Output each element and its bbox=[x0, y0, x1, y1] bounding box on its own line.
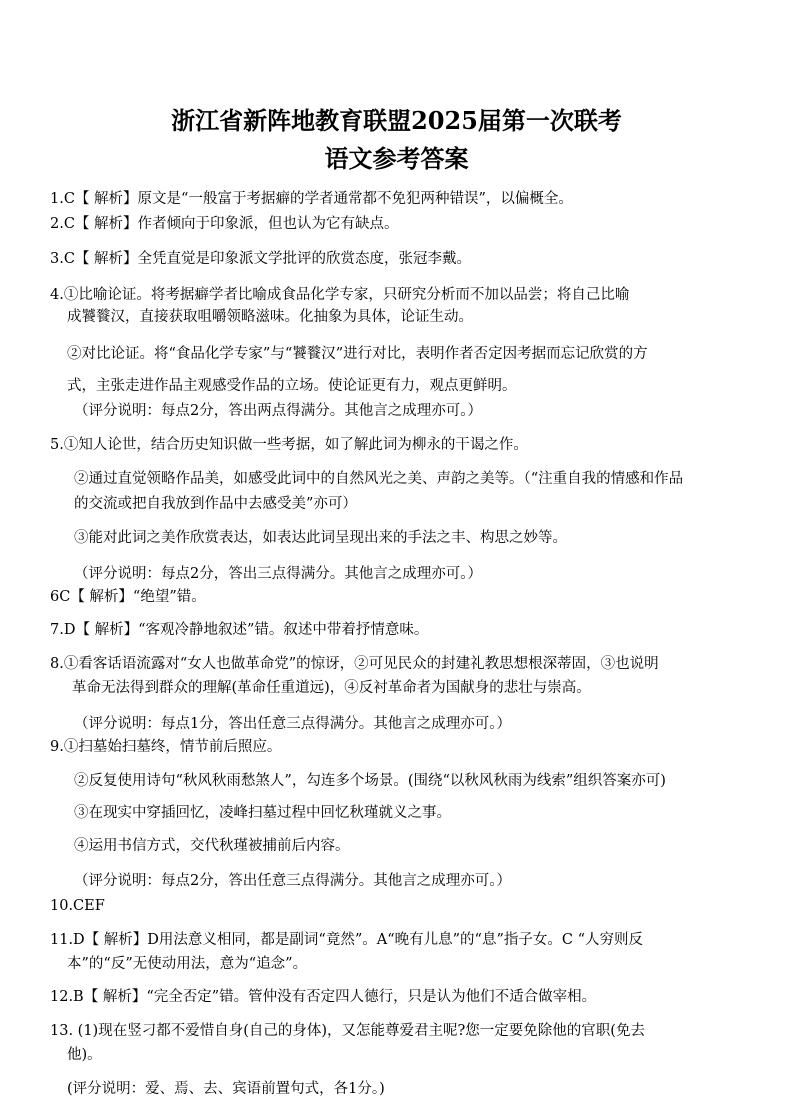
answer-line: 他)。 bbox=[67, 1047, 102, 1063]
answer-line: 成饕餮汉，直接获取咀嚼领略滋味。化抽象为具体，论证生动。 bbox=[67, 309, 473, 325]
score-note: （评分说明：每点2分，答出任意三点得满分。其他言之成理亦可。） bbox=[74, 873, 511, 889]
answer-line: 3.C【 解析】全凭直觉是印象派文学批评的欣赏态度，张冠李戴。 bbox=[50, 251, 472, 267]
answer-line: 11.D【 解析】D用法意义相同，都是副词“竟然”。A“晚有儿息”的“息”指子女。C “人穷则反 bbox=[50, 932, 643, 948]
answer-line: 2.C【 解析】作者倾向于印象派，但也认为它有缺点。 bbox=[50, 216, 399, 232]
answer-line: ②反复使用诗句“秋风秋雨愁煞人”，勾连多个场景。(围绕“以秋风秋雨为线索”组织答案亦可) bbox=[74, 773, 666, 789]
answer-line: 10.CEF bbox=[50, 898, 105, 914]
document-subtitle: 语文参考答案 bbox=[324, 144, 469, 173]
answer-line: 13. (1)现在竖刁都不爱惜自身(自己的身体)，又怎能尊爱君主呢?您一定要免除他的官职(免去 bbox=[50, 1023, 645, 1039]
answer-line: 5.①知人论世，结合历史知识做一些考据，如了解此词为柳永的干谒之作。 bbox=[50, 437, 528, 453]
answer-line: ②对比论证。将“食品化学专家”与“饕餮汉”进行对比，表明作者否定因考据而忘记欣赏的方 bbox=[67, 346, 648, 362]
answer-line: 1.C【 解析】原文是“一般富于考据癖的学者通常都不免犯两种错误”，以偏概全。 bbox=[50, 191, 573, 207]
document-title: 浙江省新阵地教育联盟2025届第一次联考 bbox=[171, 106, 622, 135]
answer-line: ②通过直觉领略作品美，如感受此词中的自然风光之美、声韵之美等。（“注重自我的情感和作品 bbox=[74, 471, 684, 487]
score-note: （评分说明：每点1分，答出任意三点得满分。其他言之成理亦可。） bbox=[74, 716, 511, 732]
answer-line: ④运用书信方式，交代秋瑾被捕前后内容。 bbox=[74, 838, 350, 854]
answer-line: 7.D【 解析】“客观冷静地叙述”错。叙述中带着抒情意味。 bbox=[50, 622, 429, 638]
answer-line: 本”的“反”无使动用法，意为“追念”。 bbox=[67, 956, 308, 972]
answer-line: 6C【 解析】“绝望”错。 bbox=[50, 589, 206, 605]
answer-line: 12.B【 解析】“完全否定”错。管仲没有否定四人德行，只是认为他们不适合做宰相。 bbox=[50, 989, 597, 1005]
answer-line: 8.①看客话语流露对“女人也做革命党”的惊讶，②可见民众的封建礼教思想根深蒂固，③也说明 bbox=[50, 656, 659, 672]
answer-line: 4.①比喻论证。将考据癖学者比喻成食品化学专家，只研究分析而不加以品尝；将自己比喻 bbox=[50, 287, 630, 303]
score-note: （评分说明：每点2分，答出三点得满分。其他言之成理亦可。） bbox=[74, 566, 482, 582]
answer-line: ③能对此词之美作欣赏表达，如表达此词呈现出来的手法之丰、构思之妙等。 bbox=[74, 530, 567, 546]
score-note: (评分说明：爱、焉、去、宾语前置句式，各1分。) bbox=[67, 1081, 385, 1097]
answer-line: 的交流或把自我放到作品中去感受美”亦可） bbox=[74, 496, 357, 512]
answer-line: 革命无法得到群众的理解(革命任重道远)，④反衬革命者为国献身的悲壮与崇高。 bbox=[72, 680, 591, 696]
score-note: （评分说明：每点2分，答出两点得满分。其他言之成理亦可。） bbox=[74, 403, 482, 419]
answer-line: ③在现实中穿插回忆，凌峰扫墓过程中回忆秋瑾就义之事。 bbox=[74, 805, 451, 821]
answer-line: 9.①扫墓始扫墓终，情节前后照应。 bbox=[50, 739, 282, 755]
answer-line: 式，主张走进作品主观感受作品的立场。使论证更有力，观点更鲜明。 bbox=[67, 378, 517, 394]
